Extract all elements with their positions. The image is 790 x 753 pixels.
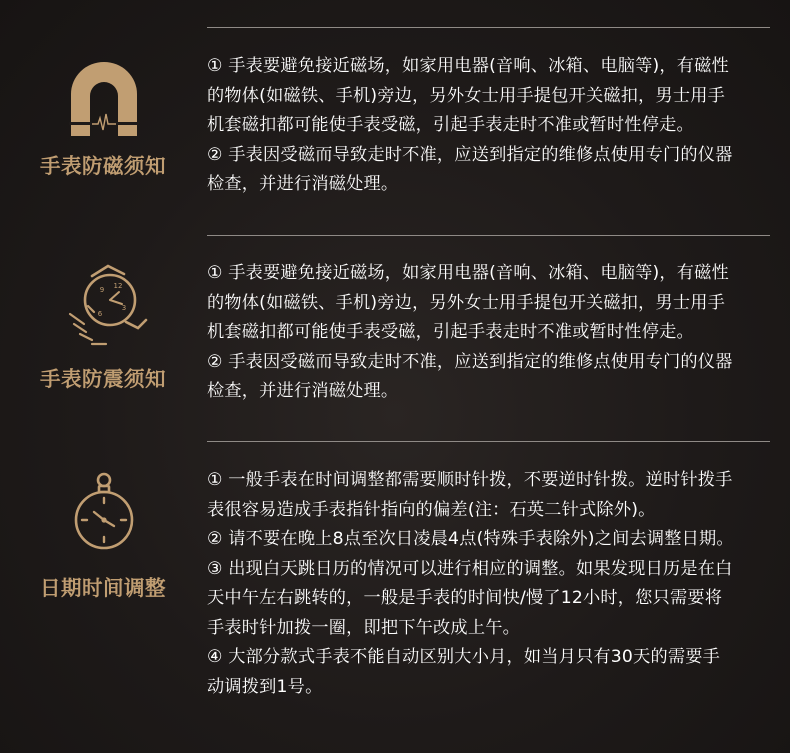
section-body xyxy=(207,259,782,407)
text-line: ① 手表要避免接近磁场，如家用电器(音响、冰箱、电脑等)，有磁性 xyxy=(207,56,729,76)
text-line: ④ 大部分款式手表不能自动区别大小月，如当月只有30天的需要手 xyxy=(207,647,721,667)
text-line: ① 手表要避免接近磁场，如家用电器(音响、冰箱、电脑等)，有磁性 xyxy=(207,263,729,283)
section-title: 手表防震须知 xyxy=(40,367,166,391)
text-line: 手表时针加拨一圈，即把下午改成上午。 xyxy=(207,617,520,638)
magnet-icon xyxy=(65,58,175,148)
text-line: 的物体(如磁铁、手机)旁边，另外女士用手提包开关磁扣，男士用手 xyxy=(207,292,726,313)
text-line: 动调拨到1号。 xyxy=(207,676,323,697)
text-line: 的物体(如磁铁、手机)旁边，另外女士用手提包开关磁扣，男士用手 xyxy=(207,85,726,106)
section-body xyxy=(207,52,782,200)
svg-text:12: 12 xyxy=(113,282,123,290)
text-line: ③ 出现白天跳日历的情况可以进行相应的调整。如果发现日历是在白 xyxy=(207,558,733,579)
divider-top xyxy=(207,27,770,28)
text-line: 检查，并进行消磁处理。 xyxy=(207,381,399,401)
divider-middle-1 xyxy=(207,235,770,236)
text-line: ① 一般手表在时间调整都需要顺时针拨，不要逆时针拨。逆时针拨手 xyxy=(207,470,733,490)
text-line: ② 手表因受磁而导致走时不准，应送到指定的维修点使用专门的仪器 xyxy=(207,351,733,372)
text-line: ② 手表因受磁而导致走时不准，应送到指定的维修点使用专门的仪器 xyxy=(207,144,733,165)
section-body xyxy=(207,466,782,702)
text-line: 表很容易造成手表指针指向的偏差(注：石英二针式除外)。 xyxy=(207,499,656,520)
falling-watch-icon xyxy=(62,262,172,352)
section-title: 日期时间调整 xyxy=(40,576,166,600)
text-line: 机套磁扣都可能使手表受磁，引起手表走时不准或暂时性停走。 xyxy=(207,322,694,342)
svg-text:6: 6 xyxy=(97,310,103,318)
section-title: 手表防磁须知 xyxy=(40,154,166,178)
divider-middle-2 xyxy=(207,441,770,442)
pocket-watch-icon xyxy=(72,470,182,560)
svg-text:3: 3 xyxy=(121,304,127,312)
svg-text:9: 9 xyxy=(99,286,105,294)
text-line: 检查，并进行消磁处理。 xyxy=(207,174,399,194)
text-line: ② 请不要在晚上8点至次日凌晨4点(特殊手表除外)之间去调整日期。 xyxy=(207,529,734,549)
text-line: 机套磁扣都可能使手表受磁，引起手表走时不准或暂时性停走。 xyxy=(207,115,694,135)
text-line: 天中午左右跳转的，一般是手表的时间快/慢了12小时，您只需要将 xyxy=(207,588,723,608)
